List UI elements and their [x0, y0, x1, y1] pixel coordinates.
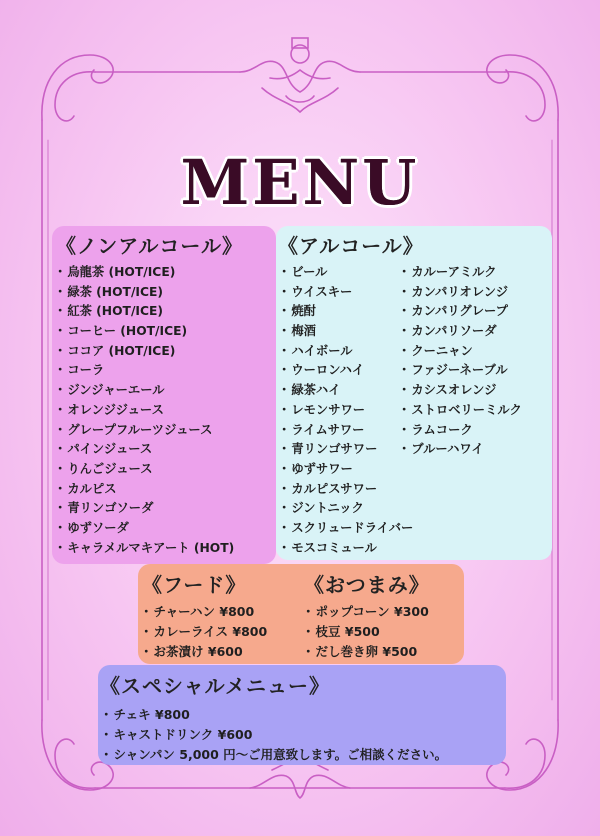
list-item: ・ ココア (HOT/ICE) — [54, 342, 234, 362]
food-panel — [138, 564, 464, 664]
list-item: ・ カルーアミルク — [398, 263, 522, 283]
list-item: ・ ビール — [278, 263, 413, 283]
list-item: ・ ジントニック — [278, 499, 413, 519]
non-alcohol-panel — [52, 226, 276, 564]
list-item: ・ お茶漬け ¥600 — [140, 642, 267, 662]
list-item: ・ 焼酎 — [278, 302, 413, 322]
list-item: ・ キャラメルマキアート (HOT) — [54, 539, 234, 559]
list-item: ・ モスコミュール — [278, 539, 413, 559]
list-item: ・ カンパリソーダ — [398, 322, 522, 342]
list-item: ・ スクリュードライバー — [278, 519, 413, 539]
list-item: ・ 紅茶 (HOT/ICE) — [54, 302, 234, 322]
list-item: ・ ラムコーク — [398, 421, 522, 441]
list-item: ・ ゆずソーダ — [54, 519, 234, 539]
list-item: ・ だし巻き卵 ¥500 — [302, 642, 429, 662]
list-item: ・ 緑茶ハイ — [278, 381, 413, 401]
list-item: ・ ジンジャーエール — [54, 381, 234, 401]
list-item: ・ カルピスサワー — [278, 480, 413, 500]
list-item: ・ ブルーハワイ — [398, 440, 522, 460]
list-item: ・ 青リンゴサワー — [278, 440, 413, 460]
non-alcohol-heading: 《ノンアルコール》 — [56, 234, 243, 258]
list-item: ・ 青リンゴソーダ — [54, 499, 234, 519]
special-list — [100, 705, 447, 765]
list-item: ・ チャーハン ¥800 — [140, 602, 267, 622]
special-panel — [98, 665, 506, 765]
list-item: ・ ストロベリーミルク — [398, 401, 522, 421]
list-item: ・ 緑茶 (HOT/ICE) — [54, 283, 234, 303]
list-item: ・ チェキ ¥800 — [100, 705, 447, 725]
list-item: ・ カレーライス ¥800 — [140, 622, 267, 642]
snacks-heading: 《おつまみ》 — [304, 573, 430, 597]
list-item: ・ コーヒー (HOT/ICE) — [54, 322, 234, 342]
list-item: ・ カンパリオレンジ — [398, 283, 522, 303]
list-item: ・ カシスオレンジ — [398, 381, 522, 401]
list-item: ・ ポップコーン ¥300 — [302, 602, 429, 622]
list-item: ・ カルピス — [54, 480, 234, 500]
list-item: ・ カンパリグレープ — [398, 302, 522, 322]
list-item: ・ ライムサワー — [278, 421, 413, 441]
list-item: ・ オレンジジュース — [54, 401, 234, 421]
list-item: ・ レモンサワー — [278, 401, 413, 421]
special-heading: 《スペシャルメニュー》 — [100, 674, 330, 698]
non-alcohol-list — [54, 263, 234, 558]
list-item: ・ 梅酒 — [278, 322, 413, 342]
list-item: ・ パインジュース — [54, 440, 234, 460]
list-item: ・ ウーロンハイ — [278, 361, 413, 381]
alcohol-panel — [276, 226, 552, 560]
list-item: ・ りんごジュース — [54, 460, 234, 480]
snacks-list — [302, 602, 429, 662]
alcohol-list-left — [278, 263, 413, 558]
list-item: ・ 枝豆 ¥500 — [302, 622, 429, 642]
list-item: ・ ハイボール — [278, 342, 413, 362]
list-item: ・ クーニャン — [398, 342, 522, 362]
list-item: ・ グレープフルーツジュース — [54, 421, 234, 441]
list-item: ・ ゆずサワー — [278, 460, 413, 480]
list-item: ・ ファジーネーブル — [398, 361, 522, 381]
page-title: MENU — [180, 146, 420, 219]
alcohol-heading: 《アルコール》 — [278, 234, 424, 258]
food-list — [140, 602, 267, 662]
list-item: ・ ウイスキー — [278, 283, 413, 303]
list-item: ・ コーラ — [54, 361, 234, 381]
alcohol-list-right — [398, 263, 522, 460]
list-item: ・ キャストドリンク ¥600 — [100, 725, 447, 745]
food-heading: 《フード》 — [142, 573, 247, 597]
list-item: ・ シャンパン 5,000 円～ご用意致します。ご相談ください。 — [100, 745, 447, 765]
list-item: ・ 烏龍茶 (HOT/ICE) — [54, 263, 234, 283]
